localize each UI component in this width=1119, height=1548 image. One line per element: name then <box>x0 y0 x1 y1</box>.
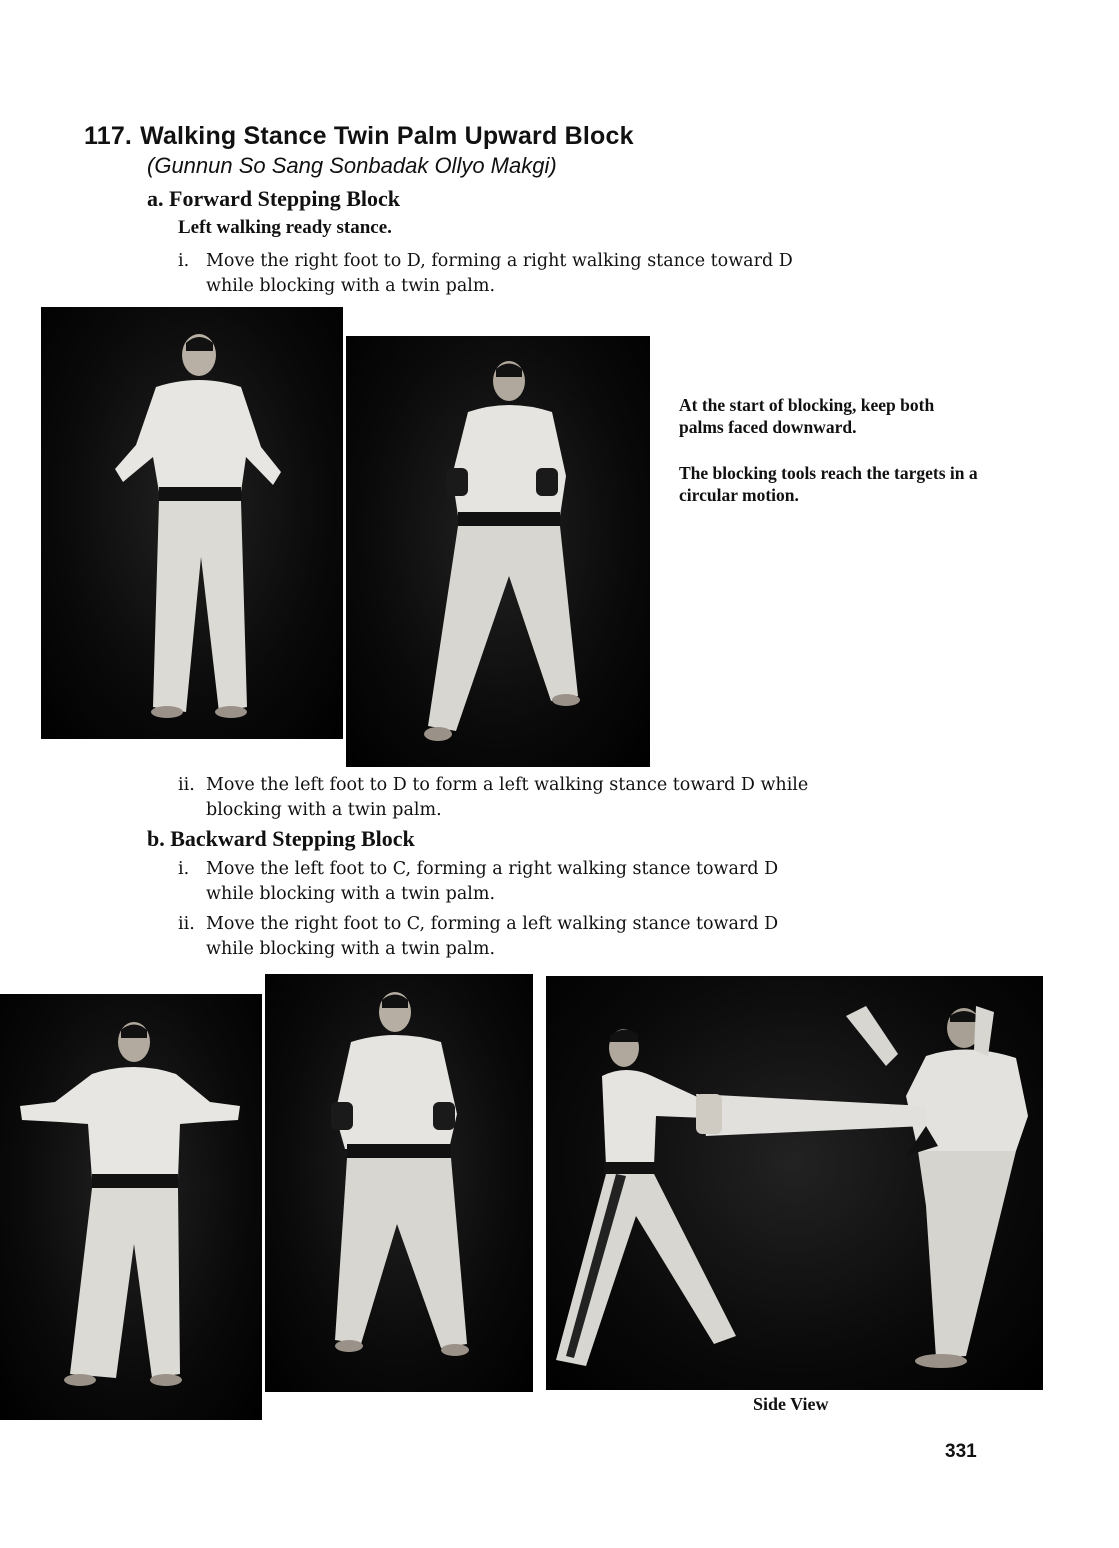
step-line: Move the left foot to C, forming a right walking stance toward D <box>206 859 779 879</box>
photo-twin-palm-block <box>346 336 650 767</box>
step-line: while blocking with a twin palm. <box>206 276 496 296</box>
section-title <box>84 122 634 151</box>
part-a-heading: a. Forward Stepping Block <box>147 186 401 211</box>
step-line: Move the right foot to C, forming a left walking stance toward D <box>206 914 779 934</box>
step-line: Move the left foot to D to form a left walking stance toward D while <box>206 775 809 795</box>
step-b-ii <box>178 912 918 962</box>
step-line: while blocking with a twin palm. <box>206 884 496 904</box>
figure-ready-stance <box>41 307 343 739</box>
ready-stance: Left walking ready stance. <box>178 217 392 238</box>
section-number: 117. <box>84 122 133 150</box>
step-a-i <box>178 249 918 299</box>
step-label: ii. <box>178 775 195 795</box>
section-subtitle: (Gunnun So Sang Sonbadak Ollyo Makgi) <box>147 153 557 178</box>
note-palms-downward: At the start of blocking, keep both palms faced downward. <box>679 395 935 437</box>
step-label: ii. <box>178 914 195 934</box>
figure-side-view <box>546 976 1043 1390</box>
figure-ready-stance-2 <box>0 994 262 1420</box>
photo-twin-palm-block-2 <box>265 974 533 1392</box>
side-view-caption: Side View <box>753 1394 829 1414</box>
photo-side-view <box>546 976 1043 1390</box>
part-b-heading: b. Backward Stepping Block <box>147 826 415 851</box>
page-number: 331 <box>945 1441 977 1462</box>
step-label: i. <box>178 251 190 271</box>
step-b-i <box>178 857 918 907</box>
step-label: i. <box>178 859 190 879</box>
note-circular-motion: The blocking tools reach the targets in a circular motion. <box>679 463 978 505</box>
figure-twin-palm-block <box>346 336 650 767</box>
photo-ready-stance <box>41 307 343 739</box>
step-line: while blocking with a twin palm. <box>206 939 496 959</box>
figure-twin-palm-block-2 <box>265 974 533 1392</box>
step-a-ii <box>178 773 918 823</box>
step-line: Move the right foot to D, forming a right walking stance toward D <box>206 251 793 271</box>
photo-ready-stance-2 <box>0 994 262 1420</box>
step-line: blocking with a twin palm. <box>206 800 442 820</box>
section-title-text: Walking Stance Twin Palm Upward Block <box>140 122 634 150</box>
